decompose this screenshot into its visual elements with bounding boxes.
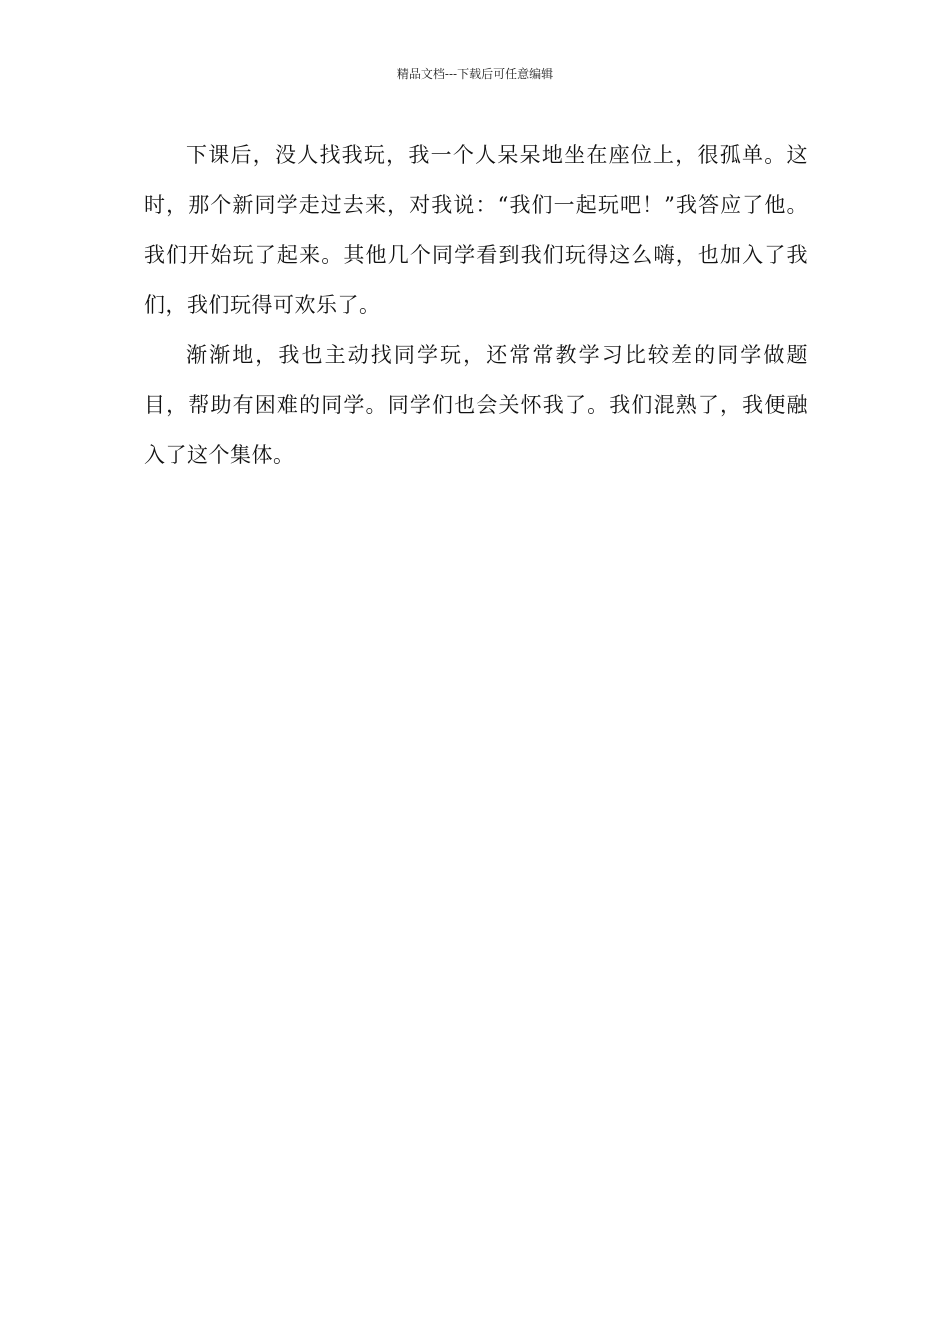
page-header: 精品文档---下载后可任意编辑 [396,67,554,81]
document-body [144,130,808,480]
paragraph: 下课后，没人找我玩，我一个人呆呆地坐在座位上，很孤单。这时，那个新同学走过去来，对我说：“我们一起玩吧！”我答应了他。我们开始玩了起来。其他几个同学看到我们玩得这么嗨，也加入了我们，我们玩得可欢乐了。 [144,143,808,317]
paragraph: 渐渐地，我也主动找同学玩，还常常教学习比较差的同学做题目，帮助有困难的同学。同学们也会关怀我了。我们混熟了，我便融入了这个集体。 [144,343,808,467]
